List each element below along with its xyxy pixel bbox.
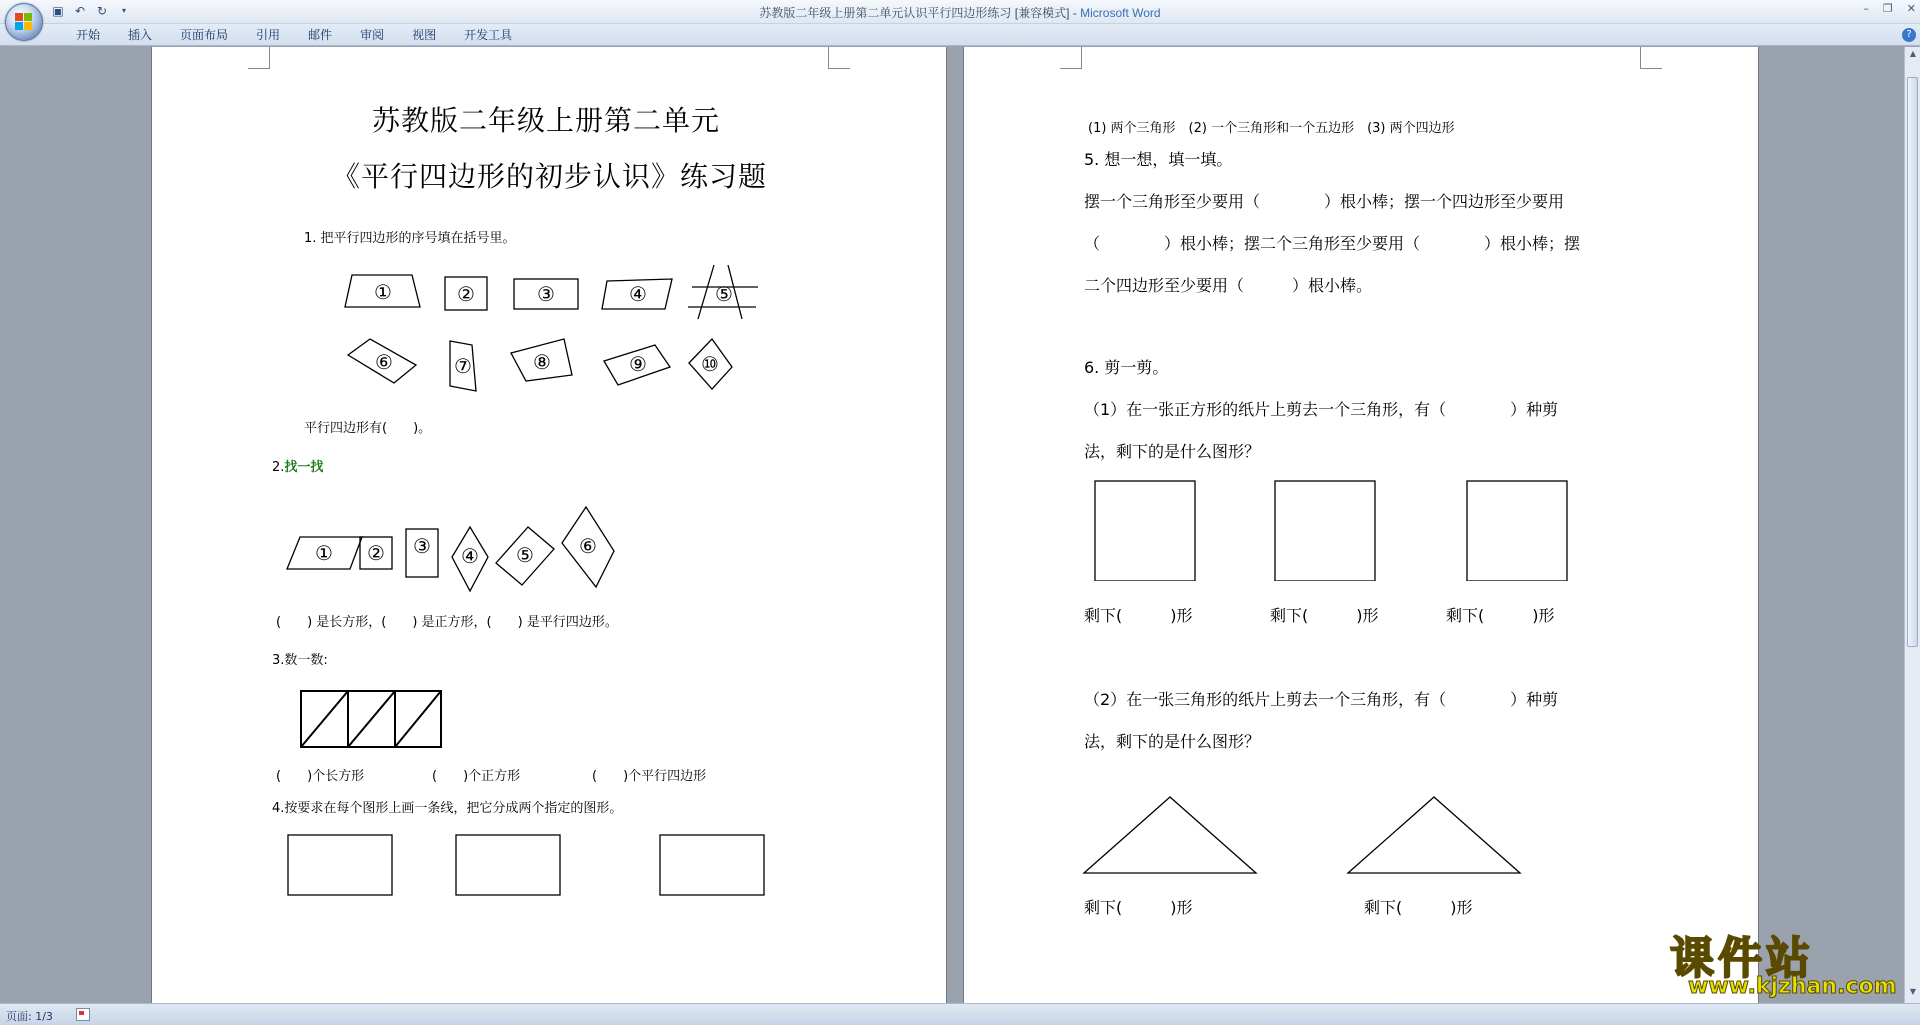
q1-label-8: ⑧: [533, 350, 551, 374]
quick-access-toolbar: [50, 3, 132, 19]
proofing-icon[interactable]: [76, 1008, 90, 1021]
q4-shapes-figure: [152, 827, 947, 1003]
watermark-url: www.kjzhan.com: [1688, 974, 1897, 999]
document-title: 苏教版二年级上册第二单元认识平行四边形练习 [兼容模式]: [759, 6, 1070, 20]
ribbon: [0, 24, 1920, 46]
status-bar: [0, 1003, 1920, 1025]
tab-review[interactable]: 审阅: [360, 28, 385, 42]
redo-icon[interactable]: ↻: [96, 4, 108, 18]
q4-rect-3: [660, 835, 764, 895]
office-button[interactable]: [5, 3, 43, 41]
q2-answer-line: ( ) 是长方形，( ) 是正方形，( ) 是平行四边形。: [276, 615, 618, 630]
q4-rect-1: [288, 835, 392, 895]
q6-square-2: [1275, 481, 1375, 581]
q3-answer-parallelograms: ( )个平行四边形: [592, 769, 707, 784]
worksheet-title-line1: 苏教版二年级上册第二单元: [372, 104, 721, 137]
tab-developer[interactable]: 开发工具: [464, 28, 513, 42]
tab-home[interactable]: 开始: [76, 28, 101, 42]
close-icon[interactable]: ✕: [1906, 2, 1916, 15]
customize-toolbar-icon[interactable]: ▾: [121, 6, 126, 15]
kjzhan-watermark: [1668, 922, 1900, 1002]
q6-triangles-figure: [964, 787, 1759, 887]
q2-label-5: ⑤: [516, 543, 534, 567]
window-controls: [1863, 2, 1916, 15]
q2-label-2: ②: [367, 541, 385, 565]
q3-answer-squares: ( )个正方形: [432, 769, 521, 784]
q2-label-4: ④: [461, 544, 479, 568]
q4-rect-2: [456, 835, 560, 895]
q4-options: (1) 两个三角形 (2) 一个三角形和一个五边形 (3) 两个四边形: [1088, 121, 1455, 136]
tab-view[interactable]: 视图: [412, 28, 437, 42]
window-title: 苏教版二年级上册第二单元认识平行四边形练习 [兼容模式] - Microsoft Word: [759, 6, 1161, 20]
q5-line-2: （ ）根小棒；摆二个三角形至少要用（ ）根小棒；摆: [1084, 234, 1581, 253]
q6-square-1: [1095, 481, 1195, 581]
vertical-scrollbar[interactable]: [1904, 47, 1920, 1003]
scroll-up-icon[interactable]: ▲: [1909, 49, 1917, 58]
q2-label-3: ③: [413, 534, 431, 558]
undo-icon[interactable]: ↶: [74, 4, 86, 18]
q6-remain-5: 剩下( )形: [1364, 898, 1473, 917]
q1-label-6: ⑥: [375, 350, 393, 374]
q1-label-2: ②: [457, 282, 475, 306]
tab-mailings[interactable]: 邮件: [308, 28, 333, 42]
q1-label-4: ④: [629, 282, 647, 306]
minimize-icon[interactable]: –: [1863, 2, 1869, 15]
q6-part1-line1: （1）在一张正方形的纸片上剪去一个三角形，有（ ）种剪: [1084, 400, 1559, 419]
q6-remain-1: 剩下( )形: [1084, 606, 1193, 625]
ribbon-tabs: [62, 28, 526, 46]
tab-references[interactable]: 引用: [256, 28, 281, 42]
q6-triangle-1: [1084, 797, 1256, 873]
q2-label-6: ⑥: [579, 534, 597, 558]
q2-title: 找一找: [284, 460, 324, 475]
q1-label-7: ⑦: [454, 354, 472, 378]
save-icon[interactable]: ▣: [52, 4, 64, 18]
watermark-main-text: 课件站: [1670, 933, 1814, 984]
question-5: 5. 想一想，填一填。: [1084, 150, 1233, 169]
q5-line-3: 二个四边形至少要用（ ）根小棒。: [1084, 276, 1373, 295]
q1-label-9: ⑨: [629, 352, 647, 376]
q2-shapes-figure: [152, 487, 947, 607]
q6-part1-line2: 法，剩下的是什么图形？: [1084, 442, 1261, 461]
question-6: 6. 剪一剪。: [1084, 358, 1169, 377]
q5-line-1: 摆一个三角形至少要用（ ）根小棒；摆一个四边形至少要用: [1084, 192, 1565, 211]
help-icon[interactable]: ?: [1902, 28, 1916, 42]
q2-label-1: ①: [315, 541, 333, 565]
q1-answer-line: 平行四边形有( )。: [304, 421, 432, 436]
q3-grid-figure: [152, 675, 947, 755]
q1-shapes-figure: [152, 257, 947, 417]
crop-mark: [1060, 47, 1082, 69]
status-page-count[interactable]: 页面: 1/3: [6, 1010, 53, 1023]
q1-label-1: ①: [374, 280, 392, 304]
document-workspace: [0, 47, 1904, 1003]
q6-remain-4: 剩下( )形: [1084, 898, 1193, 917]
q3-answer-rectangles: ( )个长方形: [276, 769, 365, 784]
restore-icon[interactable]: ❐: [1882, 2, 1893, 15]
q2-number: 2.: [272, 460, 285, 475]
page-2: [963, 47, 1759, 1003]
q6-remain-3: 剩下( )形: [1446, 606, 1555, 625]
q6-square-3: [1467, 481, 1567, 581]
crop-mark: [828, 47, 850, 69]
question-1: 1. 把平行四边形的序号填在括号里。: [304, 231, 516, 246]
page-1: [151, 47, 947, 1003]
worksheet-title-line2: 《平行四边形的初步认识》练习题: [332, 160, 768, 193]
office-logo-icon: [15, 13, 33, 31]
crop-mark: [248, 47, 270, 69]
scroll-down-icon[interactable]: ▼: [1909, 987, 1917, 996]
question-4: 4.按要求在每个图形上画一条线，把它分成两个指定的图形。: [272, 801, 623, 816]
q1-label-10: ⑩: [701, 352, 719, 376]
q6-part2-line1: （2）在一张三角形的纸片上剪去一个三角形，有（ ）种剪: [1084, 690, 1559, 709]
scrollbar-thumb[interactable]: [1907, 77, 1918, 647]
question-3: 3.数一数:: [272, 653, 328, 668]
q6-part2-line2: 法，剩下的是什么图形？: [1084, 732, 1261, 751]
title-bar: [0, 0, 1920, 24]
tab-page-layout[interactable]: 页面布局: [180, 28, 229, 42]
crop-mark: [1640, 47, 1662, 69]
q1-label-3: ③: [537, 282, 555, 306]
app-name: Microsoft Word: [1080, 6, 1161, 20]
q6-remain-2: 剩下( )形: [1270, 606, 1379, 625]
question-2: [272, 456, 323, 475]
q1-label-5: ⑤: [715, 282, 733, 306]
q6-squares-figure: [964, 471, 1759, 581]
tab-insert[interactable]: 插入: [128, 28, 153, 42]
q6-triangle-2: [1348, 797, 1520, 873]
